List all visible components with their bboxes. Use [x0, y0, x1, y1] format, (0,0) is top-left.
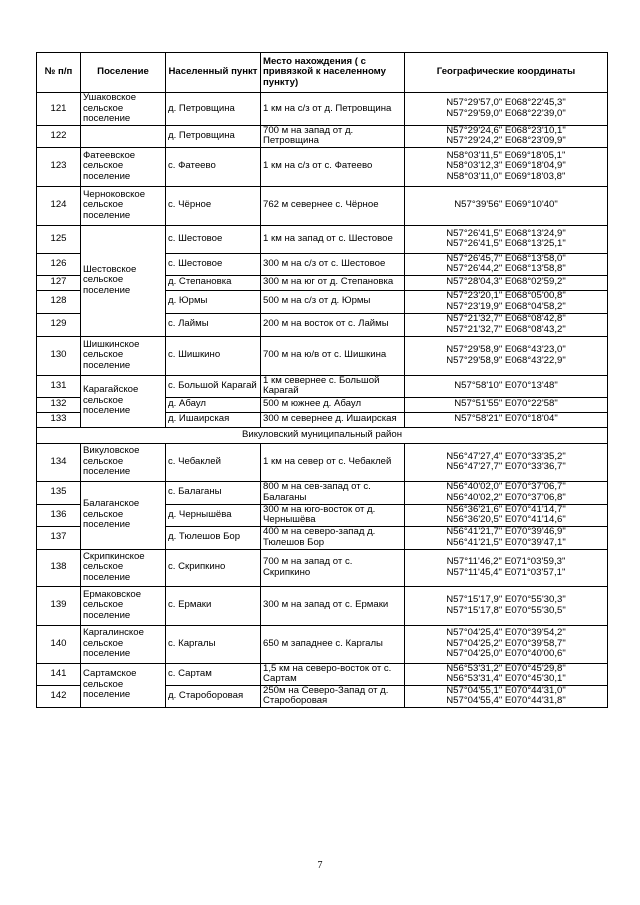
coordinate-line: N57°29'58,9" E068°43'23,0": [446, 344, 566, 355]
cell-coords: [405, 93, 608, 126]
coordinate-line: N57°04'25,0" E070°40'00,6": [446, 648, 566, 660]
cell-locality: с. Каргалы: [166, 625, 261, 663]
cell-locality: с. Шестовое: [166, 225, 261, 253]
cell-num: 135: [37, 481, 81, 504]
cell-coords: [405, 313, 608, 336]
table-row: [37, 625, 608, 663]
coordinate-line: N57°04'25,4" E070°39'54,2": [446, 627, 566, 639]
cell-settlement: Ермаковское сельское поселение: [81, 586, 166, 625]
coordinate-line: N57°29'59,0" E068°22'39,0": [446, 107, 566, 119]
cell-place: 700 м на ю/в от с. Шишкина: [261, 336, 405, 375]
cell-locality: д. Ишаирская: [166, 412, 261, 427]
cell-num: 121: [37, 93, 81, 126]
cell-coords: [405, 412, 608, 427]
cell-settlement: Викуловское сельское поселение: [81, 443, 166, 481]
table-row: [37, 147, 608, 186]
table-row: [37, 125, 608, 147]
cell-settlement: Сартамское сельское поселение: [81, 663, 166, 707]
coordinate-line: N56°53'31,4" E070°45'30,1": [446, 673, 566, 684]
cell-coords: [405, 275, 608, 290]
cell-coords: [405, 225, 608, 253]
cell-locality: д. Степановка: [166, 275, 261, 290]
cell-place: 300 м на юг от д. Степановка: [261, 275, 405, 290]
cell-locality: д. Чернышёва: [166, 504, 261, 526]
cell-locality: д. Юрмы: [166, 290, 261, 313]
table-row: [37, 375, 608, 397]
cell-place: 200 м на восток от с. Лаймы: [261, 313, 405, 336]
cell-num: 139: [37, 586, 81, 625]
cell-num: 125: [37, 225, 81, 253]
cell-coords: [405, 443, 608, 481]
cell-locality: с. Лаймы: [166, 313, 261, 336]
cell-num: 137: [37, 526, 81, 549]
cell-coords: [405, 504, 608, 526]
cell-num: 124: [37, 186, 81, 225]
cell-place: 300 м севернее д. Ишаирская: [261, 412, 405, 427]
cell-coords: [405, 625, 608, 663]
cell-num: 123: [37, 147, 81, 186]
coordinate-line: N57°26'44,2" E068°13'58,8": [446, 263, 566, 274]
cell-num: 140: [37, 625, 81, 663]
table-row: [37, 336, 608, 375]
cell-locality: с. Скрипкино: [166, 549, 261, 586]
cell-coords: [405, 481, 608, 504]
cell-num: 131: [37, 375, 81, 397]
coordinate-line: N56°53'31,2" E070°45'29,8": [446, 663, 566, 674]
table-header-row: [37, 53, 608, 93]
header-place: Место нахождения ( с привязкой к населенному пункту): [261, 53, 405, 93]
table-row: [37, 586, 608, 625]
coordinate-line: N57°28'04,3" E068°02'59,2": [446, 276, 566, 288]
cell-locality: с. Большой Карагай: [166, 375, 261, 397]
header-coords: Географические координаты: [405, 53, 608, 93]
cell-settlement: Фатеевское сельское поселение: [81, 147, 166, 186]
coordinate-line: N56°41'21,7" E070°39'46,9": [446, 526, 566, 537]
coordinate-line: N57°04'55,4" E070°44'31,8": [446, 695, 566, 706]
cell-place: 500 м южнее д. Абаул: [261, 397, 405, 412]
coordinate-line: N57°29'57,0" E068°22'45,3": [446, 97, 566, 109]
cell-locality: с. Ермаки: [166, 586, 261, 625]
cell-coords: [405, 147, 608, 186]
cell-settlement: Каргалинское сельское поселение: [81, 625, 166, 663]
cell-locality: д. Тюлешов Бор: [166, 526, 261, 549]
section-title: Викуловский муниципальный район: [37, 427, 608, 443]
cell-num: 141: [37, 663, 81, 685]
coordinate-line: N57°23'20,1" E068°05'00,8": [446, 290, 566, 301]
cell-num: 132: [37, 397, 81, 412]
cell-num: 126: [37, 253, 81, 275]
coordinate-line: N56°47'27,4" E070°33'35,2": [446, 450, 566, 462]
cell-num: 133: [37, 412, 81, 427]
coordinate-line: N57°39'56" E069°10'40": [454, 199, 558, 211]
section-row: [37, 427, 608, 443]
coordinate-line: N57°04'55,1" E070°44'31,0": [446, 685, 566, 696]
cell-coords: [405, 290, 608, 313]
cell-settlement: Шестовское сельское поселение: [81, 225, 166, 336]
cell-place: 1 км на с/з от с. Фатеево: [261, 147, 405, 186]
cell-locality: с. Шестовое: [166, 253, 261, 275]
cell-place: 1 км на с/з от д. Петровщина: [261, 93, 405, 126]
coordinate-line: N57°11'45,4" E071°03'57,1": [446, 566, 566, 578]
coordinate-line: N57°29'24,6" E068°23'10,1": [446, 125, 566, 136]
cell-coords: [405, 397, 608, 412]
cell-place: 700 м на запад от с. Скрипкино: [261, 549, 405, 586]
coordinate-line: N56°36'20,5" E070°41'14,6": [446, 514, 566, 525]
cell-num: 122: [37, 125, 81, 147]
cell-coords: [405, 586, 608, 625]
coordinate-line: N58°03'12,3" E069°18'04,9": [446, 160, 566, 172]
cell-num: 138: [37, 549, 81, 586]
cell-num: 134: [37, 443, 81, 481]
table-row: [37, 186, 608, 225]
table-body: [37, 93, 608, 708]
coordinate-line: N56°40'02,0" E070°37'06,7": [446, 481, 566, 492]
table-row: [37, 443, 608, 481]
cell-num: 129: [37, 313, 81, 336]
coordinate-line: N57°21'32,7" E068°08'43,2": [446, 323, 566, 335]
cell-coords: [405, 375, 608, 397]
table-row: [37, 225, 608, 253]
cell-locality: с. Сартам: [166, 663, 261, 685]
coordinate-line: N56°47'27,7" E070°33'36,7": [446, 461, 566, 472]
coordinate-line: N57°15'17,9" E070°55'30,3": [446, 594, 566, 605]
cell-locality: с. Чёрное: [166, 186, 261, 225]
table-row: [37, 481, 608, 504]
cell-locality: д. Петровщина: [166, 93, 261, 126]
cell-settlement: Карагайское сельское поселение: [81, 375, 166, 427]
cell-place: 700 м на запад от д. Петровщина: [261, 125, 405, 147]
cell-num: 142: [37, 685, 81, 707]
cell-coords: [405, 186, 608, 225]
cell-locality: с. Чебаклей: [166, 443, 261, 481]
cell-place: 300 м на с/з от с. Шестовое: [261, 253, 405, 275]
table-row: [37, 549, 608, 586]
coordinates-table: [36, 52, 608, 708]
cell-place: 500 м на с/з от д. Юрмы: [261, 290, 405, 313]
table-row: [37, 93, 608, 126]
cell-settlement: Балаганское сельское поселение: [81, 481, 166, 549]
cell-locality: д. Абаул: [166, 397, 261, 412]
cell-settlement: [81, 125, 166, 147]
coordinate-line: N57°26'41,5" E068°13'25,1": [446, 238, 566, 249]
coordinate-line: N58°03'11,0" E069°18'03,8": [446, 170, 566, 182]
coordinate-line: N57°04'25,2" E070°39'58,7": [446, 637, 566, 649]
cell-num: 127: [37, 275, 81, 290]
cell-place: 300 м на запад от с. Ермаки: [261, 586, 405, 625]
page-number: 7: [317, 860, 323, 871]
coordinate-line: N57°26'45,7" E068°13'58,0": [446, 253, 566, 264]
cell-place: 300 м на юго-восток от д. Чернышёва: [261, 504, 405, 526]
coordinate-line: N57°15'17,8" E070°55'30,5": [446, 604, 566, 616]
cell-coords: [405, 526, 608, 549]
cell-locality: с. Балаганы: [166, 481, 261, 504]
cell-coords: [405, 663, 608, 685]
cell-place: 762 м севернее с. Чёрное: [261, 186, 405, 225]
coordinate-line: N57°29'58,9" E068°43'22,9": [446, 354, 566, 366]
table-row: [37, 663, 608, 685]
coordinate-line: N56°41'21,5" E070°39'47,1": [446, 536, 566, 548]
cell-coords: [405, 253, 608, 275]
cell-num: 130: [37, 336, 81, 375]
coordinate-line: N57°26'41,5" E068°13'24,9": [446, 227, 566, 239]
cell-place: 800 м на сев-запад от с. Балаганы: [261, 481, 405, 504]
coordinate-line: N57°11'46,2" E071°03'59,3": [446, 556, 566, 567]
header-settlement: Поселение: [81, 53, 166, 93]
cell-locality: д. Староборовая: [166, 685, 261, 707]
cell-settlement: Черноковское сельское поселение: [81, 186, 166, 225]
coordinate-line: N57°58'21" E070°18'04": [454, 413, 558, 425]
cell-locality: с. Шишкино: [166, 336, 261, 375]
cell-place: 250м на Северо-Запад от д. Староборовая: [261, 685, 405, 707]
header-locality: Населенный пункт: [166, 53, 261, 93]
cell-coords: [405, 685, 608, 707]
cell-coords: [405, 549, 608, 586]
coordinate-line: N57°21'32,7" E068°08'42,8": [446, 313, 566, 324]
cell-place: 1,5 км на северо-восток от с. Сартам: [261, 663, 405, 685]
cell-place: 1 км на запад от с. Шестовое: [261, 225, 405, 253]
coordinate-line: N56°40'02,2" E070°37'06,8": [446, 491, 566, 503]
cell-settlement: Шишкинское сельское поселение: [81, 336, 166, 375]
cell-num: 136: [37, 504, 81, 526]
cell-coords: [405, 125, 608, 147]
coordinate-line: N56°36'21,6" E070°41'14,7": [446, 504, 566, 515]
header-num: № п/п: [37, 53, 81, 93]
cell-locality: с. Фатеево: [166, 147, 261, 186]
cell-place: 400 м на северо-запад д. Тюлешов Бор: [261, 526, 405, 549]
cell-settlement: Ушаковское сельское поселение: [81, 93, 166, 126]
coordinate-line: N57°29'24,2" E068°23'09,9": [446, 135, 566, 146]
cell-settlement: Скрипкинское сельское поселение: [81, 549, 166, 586]
cell-place: 650 м западнее с. Каргалы: [261, 625, 405, 663]
cell-place: 1 км севернее с. Большой Карагай: [261, 375, 405, 397]
cell-num: 128: [37, 290, 81, 313]
cell-coords: [405, 336, 608, 375]
cell-locality: д. Петровщина: [166, 125, 261, 147]
coordinate-line: N57°58'10" E070°13'48": [454, 379, 558, 391]
coordinate-line: N57°51'55" E070°22'58": [454, 398, 558, 410]
cell-place: 1 км на север от с. Чебаклей: [261, 443, 405, 481]
coordinate-line: N58°03'11,5" E069°18'05,1": [446, 149, 566, 161]
coordinate-line: N57°23'19,9" E068°04'58,2": [446, 300, 566, 312]
